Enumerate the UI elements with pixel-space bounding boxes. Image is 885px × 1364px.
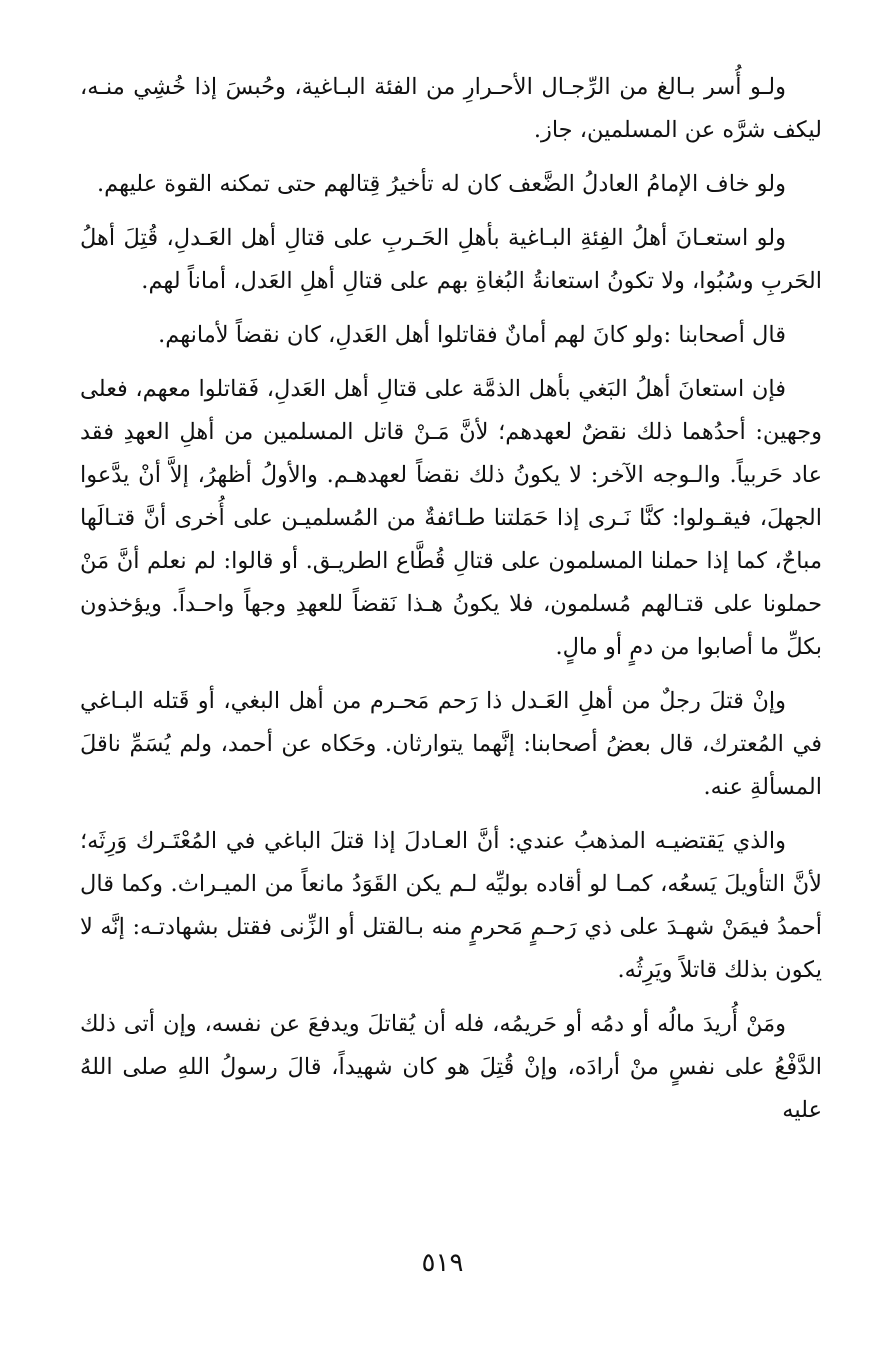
page-number: ٥١٩ (421, 1248, 464, 1278)
paragraph-1: ولـو أُسر بـالغ من الرِّجـال الأحـرارِ من الفئة البـاغية، وحُبسَ إذا خُشِي منـه، ليكف شرَّه عن المسلمين، جاز. (80, 74, 822, 143)
paragraph-6: وإنْ قتلَ رجلٌ من أهلِ العَـدل ذا رَحم مَحـرم من أهل البغي، أو قَتله البـاغي في المُعترك، قال بعضُ أصحابنا: إنَّهما يتوارثان. وحَكاه عن أحمد، ولم يُسَمِّ ناقلَ المسألةِ عنه. (80, 688, 822, 800)
paragraph-4: قال أصحابنا :ولو كانَ لهم أمانٌ فقاتلوا أهل العَدلِ، كان نقضاً لأمانهم. (158, 322, 786, 348)
page-body (80, 66, 822, 1143)
paragraph-2: ولو خاف الإمامُ العادلُ الضَّعف كان له تأخيرُ قِتالهم حتى تمكنه القوة عليهم. (96, 171, 786, 197)
paragraph-5: فإن استعانَ أهلُ البَغي بأهل الذمَّة على قتالِ أهل العَدلِ، فَقاتلوا معهم، فعلى وجهين: أحدُهما ذلك نقضٌ لعهدهم؛ لأنَّ مَـنْ قاتل المسلمين من أهلِ العهدِ فقد عاد حَربياً. والـوجه الآخر: لا يكونُ ذلك نقضاً لعهدهـم. والأولُ أظهرُ، إلاَّ أنْ يدَّعوا الجهلَ، فيقـولوا: كنَّا نَـرى إذا حَمَلتنا طـائفةٌ من المُسلميـن على أُخرى أنَّ قتـالَها مباحٌ، كما إذا حملنا المسلمون على قتالِ قُطَّاع الطريـق. أو قالوا: لم نعلم أنَّ مَنْ حملونا على قتـالهم مُسلمون، فلا يكونُ هـذا نَقضاً للعهدِ وجهاً واحـداً. ويؤخذون بكلِّ ما أصابوا من دمٍ أو مالٍ. (80, 376, 822, 660)
paragraph-8: ومَنْ أُريدَ مالُه أو دمُه أو حَريمُه، فله أن يُقاتلَ ويدفعَ عن نفسه، وإن أتى ذلك الدَّفْعُ على نفسٍ منْ أرادَه، وإنْ قُتِلَ هو كان شهيداً، قالَ رسولُ اللهِ صلى اللهُ عليه (80, 1011, 822, 1123)
paragraph-7: والذي يَقتضيـه المذهبُ عندي: أنَّ العـادلَ إذا قتلَ الباغي في المُعْتَـرك وَرِثَه؛ لأنَّ التأويلَ يَسعُه، كمـا لو أقاده بوليِّه لـم يكن القَوَدُ مانعاً من الميـراث. وكما قال أحمدُ فيمَنْ شهـدَ على ذي رَحـمٍ مَحرمٍ منه بـالقتل أو الزِّنى فقتل بشهادتـه: إنَّه لا يكون بذلك قاتلاً ويَرِثُه. (80, 828, 822, 983)
paragraph-3: ولو استعـانَ أهلُ الفِئةِ البـاغية بأهلِ الحَـربِ على قتالِ أهل العَـدلِ، قُتِلَ أهلُ الحَربِ وسُبُوا، ولا تكونُ استعانةُ البُغاةِ بهم على قتالِ أهلِ العَدل، أماناً لهم. (80, 225, 822, 294)
